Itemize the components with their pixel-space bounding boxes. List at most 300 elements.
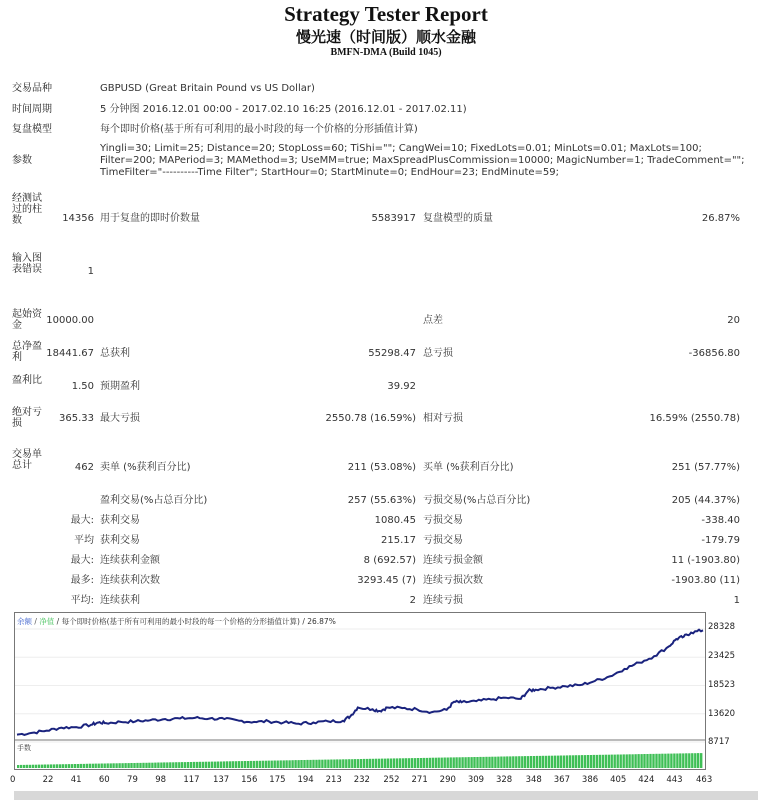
volume-bar <box>202 762 204 768</box>
bars-label: 经测试过的柱数 <box>12 193 42 226</box>
long-trades-value: 251 (57.77%) <box>671 462 740 473</box>
gross-loss-label: 总亏损 <box>423 348 453 359</box>
volume-bar <box>351 759 353 768</box>
volume-bar <box>71 764 73 768</box>
profit-factor-value: 1.50 <box>71 381 94 392</box>
volume-bar <box>634 754 636 768</box>
volume-bar <box>658 754 660 768</box>
volume-bar <box>160 763 162 769</box>
volume-bar <box>268 761 270 768</box>
avg-consec-wins-value: 2 <box>409 595 416 606</box>
volume-bar <box>357 759 359 768</box>
total-trades-value: 462 <box>74 462 94 473</box>
model-value: 每个即时价格(基于所有可利用的最小时段的每一个价格的分形插值计算) <box>100 124 418 135</box>
volume-bar <box>363 759 365 768</box>
volume-bar <box>417 758 419 768</box>
volume-bar <box>142 763 144 768</box>
volume-bar <box>133 763 135 768</box>
volume-bar <box>95 764 97 768</box>
largest-loss-value: -338.40 <box>701 515 740 526</box>
volume-bar <box>602 755 604 768</box>
x-tick: 290 <box>439 775 456 785</box>
legend-separator: / <box>32 617 40 626</box>
largest-profit-label: 获利交易 <box>100 515 140 526</box>
profit-trades-label: 盈利交易(%占总百分比) <box>100 495 208 506</box>
x-tick: 386 <box>581 775 599 785</box>
abs-drawdown-value: 365.33 <box>59 413 94 424</box>
volume-bar <box>175 762 177 768</box>
balance-chart-svg <box>15 613 705 769</box>
x-tick: 213 <box>325 775 342 785</box>
average-loss-label: 亏损交易 <box>423 535 463 546</box>
volume-bar <box>670 754 672 768</box>
volume-bar <box>387 759 389 769</box>
volume-bar <box>509 756 511 768</box>
volume-bar <box>530 756 532 768</box>
volume-bar <box>110 763 112 768</box>
volume-bar <box>47 765 49 769</box>
spread-label: 点差 <box>423 315 443 326</box>
volume-bar <box>205 762 207 768</box>
volume-bar <box>199 762 201 768</box>
short-trades-value: 211 (53.08%) <box>347 462 416 473</box>
volume-bar <box>238 761 240 768</box>
period-label: 时间周期 <box>12 104 52 115</box>
max-consec-losses-count-label: 连续亏损次数 <box>423 575 483 586</box>
volume-bar <box>139 763 141 768</box>
volume-bar <box>312 760 314 768</box>
errors-value: 1 <box>87 266 94 277</box>
volume-bar <box>700 753 702 768</box>
volume-bar <box>411 758 413 768</box>
volume-bar <box>56 764 58 768</box>
max-consec-wins-count-value: 3293.45 (7) <box>357 575 416 586</box>
volume-bar <box>303 760 305 768</box>
volume-bar <box>503 757 505 769</box>
volume-bar <box>447 758 449 769</box>
volume-bar <box>372 759 374 768</box>
max-consec-losses-amount-label: 连续亏损金额 <box>423 555 483 566</box>
volume-bar <box>23 765 25 768</box>
report-subtitle: 慢光速（时间版）顺水金融 <box>295 28 476 46</box>
volume-bar <box>667 754 669 768</box>
volume-bar <box>494 757 496 768</box>
volume-bar <box>44 765 46 769</box>
volume-bar <box>676 754 678 769</box>
volume-bar <box>649 754 651 768</box>
volume-bar <box>26 765 28 768</box>
x-tick: 117 <box>183 775 200 785</box>
volume-bar <box>542 756 544 768</box>
volume-bar <box>360 759 362 768</box>
volume-bar <box>438 758 440 768</box>
volume-bar <box>354 759 356 768</box>
volume-bar <box>104 764 106 769</box>
volume-bar <box>211 762 213 768</box>
volume-bar <box>584 755 586 768</box>
short-trades-label: 卖单 (%获利百分比) <box>100 462 191 473</box>
volume-bar <box>697 753 699 768</box>
volume-bar <box>596 755 598 768</box>
x-tick: 443 <box>666 775 683 785</box>
next-table-header <box>14 791 758 800</box>
avg-consec-losses-label: 连续亏损 <box>423 595 463 606</box>
volume-bar <box>399 758 401 768</box>
volume-bar <box>283 760 285 768</box>
quality-value: 26.87% <box>701 213 740 224</box>
params-line-2: Filter=200; MAPeriod=3; MAMethod=3; UseMM=true; MaxSpreadPlusCommission=10000; MagicNumber=1; TradeComment=""; <box>100 155 745 166</box>
volume-bar <box>68 764 70 768</box>
volume-bar <box>187 762 189 768</box>
volume-bar <box>512 756 514 768</box>
symbol-label: 交易品种 <box>12 83 52 94</box>
volume-bar <box>557 756 559 768</box>
volume-bar <box>500 757 502 769</box>
volume-bar <box>136 763 138 768</box>
spread-value: 20 <box>727 315 740 326</box>
volume-bar <box>569 755 571 768</box>
model-label: 复盘模型 <box>12 124 52 135</box>
volume-bar <box>121 763 123 768</box>
rel-drawdown-value: 16.59% (2550.78) <box>649 413 740 424</box>
volume-bar <box>77 764 79 768</box>
volume-bar <box>65 764 67 768</box>
volume-bar <box>333 760 335 769</box>
volume-bar <box>208 762 210 768</box>
volume-bar <box>280 760 282 768</box>
volume-bar <box>536 756 538 768</box>
legend-equity: 净值 <box>39 617 55 626</box>
balance-chart <box>14 612 706 770</box>
period-value: 5 分钟图 2016.12.01 00:00 - 2017.02.10 16:25 (2016.12.01 - 2017.02.11) <box>100 104 467 115</box>
profit-trades-value: 257 (55.63%) <box>347 495 416 506</box>
y-tick-1: 28328 <box>708 622 736 632</box>
y-tick-5: 8717 <box>708 737 730 747</box>
max-consec-count-prefix: 最多: <box>70 575 94 586</box>
volume-bar <box>98 764 100 768</box>
ticks-label: 用于复盘的即时价数量 <box>100 213 200 224</box>
volume-bar <box>563 756 565 769</box>
volume-bar <box>118 763 120 768</box>
volume-bar <box>461 757 463 768</box>
average-loss-value: -179.79 <box>701 535 740 546</box>
volume-bar <box>444 758 446 769</box>
volume-bar <box>62 764 64 768</box>
volume-bar <box>599 755 601 768</box>
volume-bar <box>300 760 302 768</box>
volume-bar <box>151 763 153 768</box>
volume-bar <box>274 761 276 769</box>
volume-bar <box>166 762 168 768</box>
volume-bar <box>488 757 490 768</box>
expected-payoff-value: 39.92 <box>387 381 416 392</box>
volume-bar <box>518 756 520 768</box>
volume-bar <box>551 756 553 768</box>
x-tick: 348 <box>525 775 542 785</box>
volume-bar <box>521 756 523 768</box>
gross-loss-value: -36856.80 <box>688 348 740 359</box>
profit-factor-label: 盈利比 <box>12 375 42 386</box>
volume-bar <box>664 754 666 768</box>
volume-bar <box>626 754 628 768</box>
volume-bar <box>482 757 484 768</box>
volume-bar <box>80 764 82 768</box>
volume-bar <box>429 758 431 768</box>
volume-bar <box>294 760 296 768</box>
x-tick: 252 <box>383 775 400 785</box>
volume-bar <box>476 757 478 768</box>
ticks-value: 5583917 <box>371 213 416 224</box>
average-prefix: 平均 <box>74 535 94 546</box>
x-tick: 0 <box>10 775 16 785</box>
x-tick: 156 <box>241 775 258 785</box>
volume-bar <box>163 762 165 768</box>
volume-bar <box>226 761 228 768</box>
volume-bar <box>157 763 159 769</box>
volume-bar <box>291 760 293 768</box>
params-line-3: TimeFilter="----------Time Filter"; StartHour=0; StartMinute=0; EndHour=23; EndMinute=59; <box>100 167 559 178</box>
gross-profit-value: 55298.47 <box>368 348 416 359</box>
quality-label: 复盘模型的质量 <box>423 213 493 224</box>
volume-bar <box>617 755 619 769</box>
avg-consec-prefix: 平均: <box>70 595 94 606</box>
volume-bar <box>17 765 19 768</box>
volume-bar <box>112 763 114 768</box>
volume-bar <box>435 758 437 768</box>
volume-bar <box>256 761 258 768</box>
volume-bar <box>53 764 55 768</box>
volume-bar <box>130 763 132 768</box>
volume-bar <box>178 762 180 768</box>
volume-bar <box>423 758 425 768</box>
volume-bar <box>384 759 386 768</box>
report-title: Strategy Tester Report <box>284 2 488 26</box>
volume-bar <box>524 756 526 768</box>
volume-bar <box>479 757 481 768</box>
volume-bar <box>271 761 273 768</box>
volume-bar <box>643 754 645 768</box>
x-tick: 328 <box>495 775 513 785</box>
x-tick: 463 <box>696 775 713 785</box>
volume-bar <box>688 753 690 768</box>
volume-bar <box>115 763 117 768</box>
volume-bar <box>83 764 85 768</box>
volume-bar <box>250 761 252 768</box>
volume-bar <box>306 760 308 768</box>
volume-bar <box>652 754 654 768</box>
volume-bar <box>441 758 443 768</box>
avg-consec-wins-label: 连续获利 <box>100 595 140 606</box>
errors-label: 输入图表错误 <box>12 253 42 275</box>
volume-bar <box>450 757 452 768</box>
volume-bar <box>694 753 696 768</box>
volume-bar <box>265 761 267 768</box>
max-consec-wins-amount-value: 8 (692.57) <box>363 555 416 566</box>
volume-bar <box>324 760 326 768</box>
volume-bar <box>506 756 508 768</box>
volume-bar <box>232 761 234 768</box>
volume-bar <box>661 754 663 768</box>
abs-drawdown-label: 绝对亏损 <box>12 407 42 429</box>
volume-bar <box>614 755 616 768</box>
x-tick: 137 <box>212 775 230 785</box>
expected-payoff-label: 预期盈利 <box>100 381 140 392</box>
volume-bar <box>458 757 460 768</box>
volume-bar <box>554 756 556 768</box>
max-consec-wins-amount-label: 连续获利金额 <box>100 555 160 566</box>
deposit-value: 10000.00 <box>46 315 94 326</box>
average-profit-value: 215.17 <box>381 535 416 546</box>
max-consec-amount-prefix: 最大: <box>70 555 94 566</box>
max-drawdown-label: 最大亏损 <box>100 413 140 424</box>
average-profit-label: 获利交易 <box>100 535 140 546</box>
volume-bar <box>691 753 693 768</box>
volume-bar <box>426 758 428 768</box>
x-tick: 194 <box>297 775 314 785</box>
volume-bar <box>405 758 407 768</box>
max-consec-wins-count-label: 连续获利次数 <box>100 575 160 586</box>
max-consec-losses-count-value: -1903.80 (11) <box>671 575 740 586</box>
x-tick: 175 <box>269 775 286 785</box>
volume-bar <box>330 760 332 769</box>
volume-bar <box>491 757 493 768</box>
volume-bar <box>470 757 472 768</box>
volume-bar <box>41 765 43 768</box>
volume-bar <box>673 754 675 769</box>
volume-bar <box>620 755 622 769</box>
loss-trades-label: 亏损交易(%占总百分比) <box>423 495 531 506</box>
symbol-value: GBPUSD (Great Britain Pound vs US Dollar) <box>100 83 315 94</box>
volume-bar <box>453 757 455 768</box>
x-tick: 60 <box>98 775 110 785</box>
volume-bar <box>220 762 222 769</box>
volume-bar <box>229 761 231 768</box>
largest-prefix: 最大: <box>70 515 94 526</box>
volume-bar <box>318 760 320 768</box>
volume-bar <box>533 756 535 768</box>
volume-bar <box>339 759 341 768</box>
volume-bar <box>38 765 40 768</box>
x-tick: 232 <box>353 775 370 785</box>
volume-bar <box>473 757 475 768</box>
x-tick: 367 <box>553 775 570 785</box>
largest-loss-label: 亏损交易 <box>423 515 463 526</box>
volume-bar <box>101 764 103 769</box>
volume-bar <box>214 762 216 768</box>
x-tick: 41 <box>70 775 82 785</box>
chart-grid <box>15 629 705 742</box>
volume-bar <box>184 762 186 768</box>
x-tick: 271 <box>411 775 428 785</box>
params-label: 参数 <box>12 155 32 166</box>
volume-bar <box>259 761 261 768</box>
volume-bar <box>277 761 279 769</box>
volume-bar <box>396 758 398 768</box>
volume-bar <box>679 753 681 768</box>
max-consec-losses-amount-value: 11 (-1903.80) <box>671 555 740 566</box>
volume-bar <box>336 759 338 768</box>
deposit-label: 起始资金 <box>12 309 42 331</box>
volume-bar <box>127 763 129 768</box>
volume-bar <box>124 763 126 768</box>
volume-bar <box>369 759 371 768</box>
volume-bar <box>402 758 404 768</box>
gross-profit-label: 总获利 <box>100 348 130 359</box>
volume-bar <box>107 763 109 768</box>
volume-bar <box>464 757 466 768</box>
volume-bar <box>348 759 350 768</box>
legend-balance: 余额 <box>17 617 32 626</box>
volume-bar <box>560 756 562 769</box>
volume-bar <box>527 756 529 768</box>
volume-bar <box>196 762 198 768</box>
volume-bar <box>241 761 243 768</box>
volume-bar <box>548 756 550 768</box>
legend-description: / 每个即时价格(基于所有可利用的最小时段的每一个价格的分形插值计算) / 26.87% <box>54 617 336 626</box>
volume-bar <box>74 764 76 768</box>
volume-bar <box>539 756 541 768</box>
x-tick: 309 <box>467 775 485 785</box>
long-trades-label: 买单 (%获利百分比) <box>423 462 514 473</box>
x-tick: 424 <box>638 775 655 785</box>
volume-bar <box>20 765 22 768</box>
volume-bar <box>342 759 344 768</box>
loss-trades-value: 205 (44.37%) <box>671 495 740 506</box>
volume-bar <box>408 758 410 768</box>
volume-bar <box>297 760 299 768</box>
volume-bar <box>608 755 610 768</box>
volume-bar <box>497 757 499 768</box>
max-drawdown-value: 2550.78 (16.59%) <box>325 413 416 424</box>
avg-consec-losses-value: 1 <box>733 595 740 606</box>
volume-bar <box>593 755 595 768</box>
volume-bar <box>566 755 568 768</box>
params-line-1: Yingli=30; Limit=25; Distance=20; StopLoss=60; TiShi=""; CangWei=10; FixedLots=0.01; MinLots=0.01; MaxLots=100; <box>100 143 702 154</box>
volume-bar <box>378 759 380 768</box>
y-tick-3: 18523 <box>708 680 736 690</box>
report-build: BMFN-DMA (Build 1045) <box>330 47 442 58</box>
volume-bar <box>92 764 94 768</box>
volume-bar <box>181 762 183 768</box>
volume-bar <box>515 756 517 768</box>
volume-bar <box>223 761 225 768</box>
volume-bar <box>393 758 395 768</box>
net-label: 总净盈利 <box>12 341 42 363</box>
x-tick: 79 <box>127 775 138 785</box>
volume-bar <box>235 761 237 768</box>
volume-bar <box>190 762 192 768</box>
volume-bar <box>217 762 219 769</box>
volume-bars <box>17 753 702 768</box>
volume-bar <box>590 755 592 768</box>
net-value: 18441.67 <box>46 348 94 359</box>
volume-bar <box>285 760 287 768</box>
x-tick: 98 <box>155 775 167 785</box>
volume-bar <box>247 761 249 768</box>
volume-bar <box>685 753 687 768</box>
volume-bar <box>572 755 574 768</box>
volume-bar <box>89 764 91 768</box>
volume-bar <box>172 762 174 768</box>
volume-bar <box>631 754 633 768</box>
volume-bar <box>646 754 648 768</box>
volume-bar <box>611 755 613 768</box>
volume-bar <box>682 753 684 768</box>
volume-bar <box>148 763 150 768</box>
volume-bar <box>485 757 487 768</box>
volume-bar <box>581 755 583 768</box>
volume-bar <box>244 761 246 768</box>
